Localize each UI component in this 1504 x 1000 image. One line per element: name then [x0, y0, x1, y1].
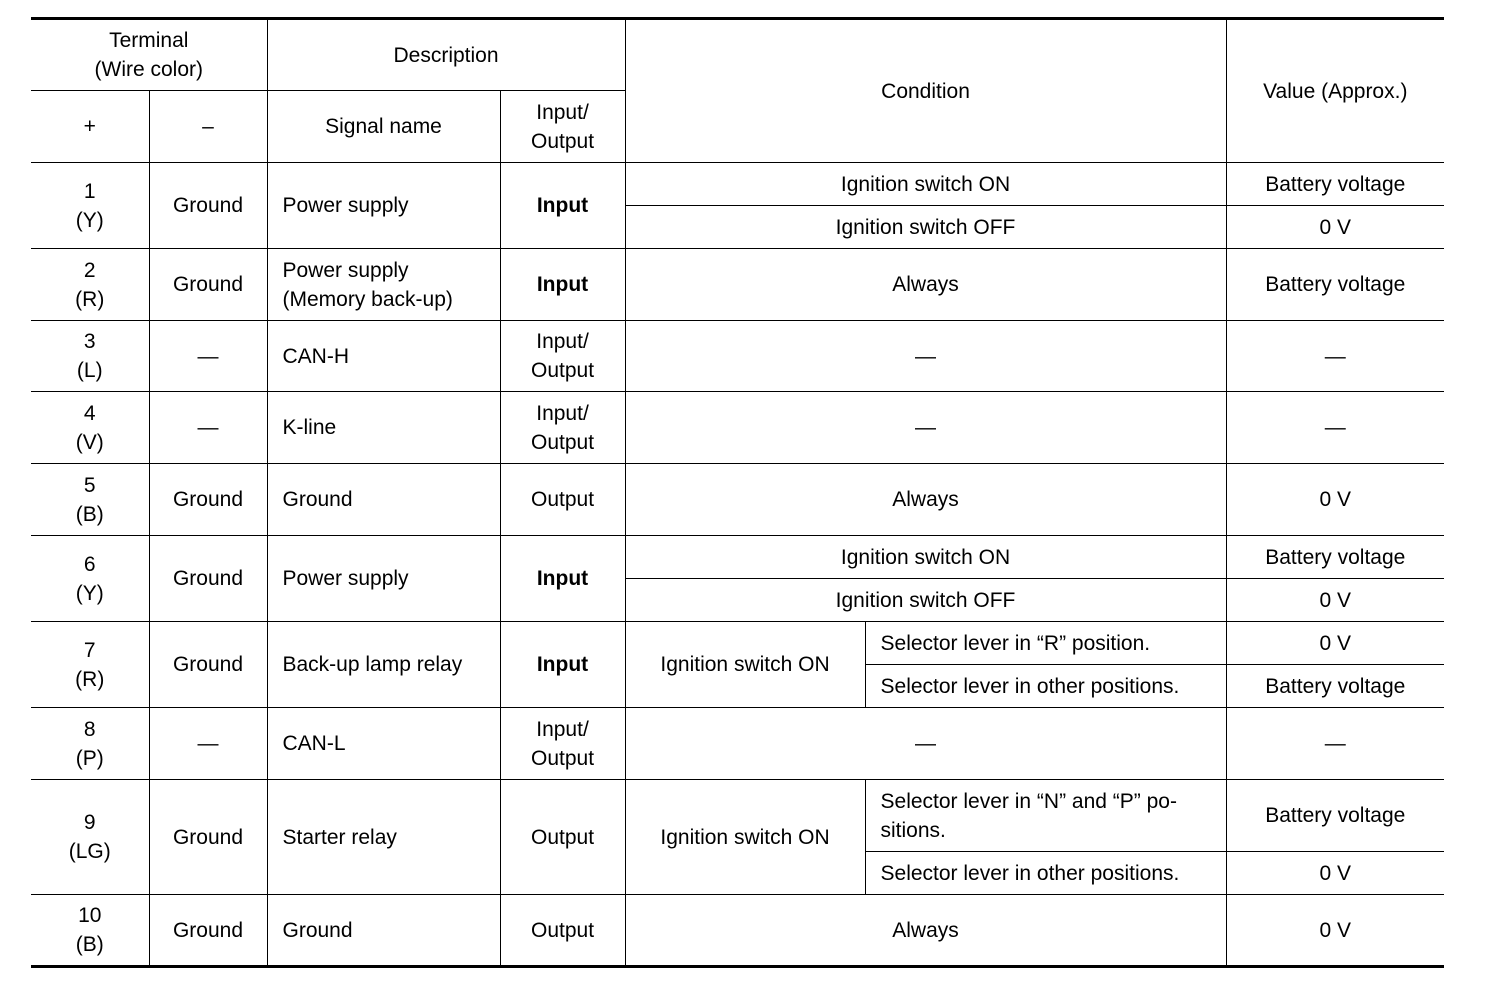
terminal-spec-table	[31, 17, 1444, 968]
terminal-cell: 5 (B)	[31, 464, 149, 536]
minus-cell: Ground	[149, 249, 267, 321]
signal-cell: K-line	[267, 392, 500, 464]
minus-cell: Ground	[149, 895, 267, 967]
header-plus: +	[31, 91, 149, 163]
io-cell: Output	[500, 464, 625, 536]
io-cell: Input/ Output	[500, 392, 625, 464]
value-cell: 0 V	[1226, 852, 1444, 895]
table-row	[31, 392, 1444, 464]
table-row	[31, 536, 1444, 579]
value-cell: 0 V	[1226, 206, 1444, 249]
header-description: Description	[267, 19, 625, 91]
condition-cell: —	[625, 392, 1226, 464]
condition-cell: —	[625, 321, 1226, 392]
signal-cell: CAN-L	[267, 708, 500, 780]
value-cell: Battery voltage	[1226, 665, 1444, 708]
table-row	[31, 163, 1444, 206]
signal-cell: Ground	[267, 895, 500, 967]
terminal-cell: 4 (V)	[31, 392, 149, 464]
minus-cell: Ground	[149, 536, 267, 622]
table-row	[31, 780, 1444, 852]
minus-cell: Ground	[149, 622, 267, 708]
terminal-cell: 2 (R)	[31, 249, 149, 321]
condition-cell: Ignition switch OFF	[625, 206, 1226, 249]
condition-cell: Ignition switch OFF	[625, 579, 1226, 622]
value-cell: 0 V	[1226, 579, 1444, 622]
io-cell: Input	[500, 622, 625, 708]
condition-cell: Always	[625, 464, 1226, 536]
header-row-1	[31, 19, 1444, 91]
table-row	[31, 321, 1444, 392]
value-cell: 0 V	[1226, 622, 1444, 665]
terminal-cell: 7 (R)	[31, 622, 149, 708]
condition-sub-cell: Selector lever in other positions.	[865, 852, 1226, 895]
signal-cell: Starter relay	[267, 780, 500, 895]
minus-cell: —	[149, 321, 267, 392]
terminal-cell: 1 (Y)	[31, 163, 149, 249]
value-cell: —	[1226, 392, 1444, 464]
terminal-cell: 6 (Y)	[31, 536, 149, 622]
terminal-cell: 3 (L)	[31, 321, 149, 392]
signal-cell: Ground	[267, 464, 500, 536]
signal-cell: CAN-H	[267, 321, 500, 392]
condition-main-cell: Ignition switch ON	[625, 622, 865, 708]
io-cell: Input	[500, 163, 625, 249]
io-cell: Input/ Output	[500, 321, 625, 392]
signal-cell: Power supply	[267, 163, 500, 249]
value-cell: —	[1226, 321, 1444, 392]
condition-sub-cell: Selector lever in other positions.	[865, 665, 1226, 708]
header-input-output: Input/ Output	[500, 91, 625, 163]
minus-cell: Ground	[149, 163, 267, 249]
terminal-cell: 9 (LG)	[31, 780, 149, 895]
value-cell: Battery voltage	[1226, 536, 1444, 579]
header-minus: –	[149, 91, 267, 163]
condition-main-cell: Ignition switch ON	[625, 780, 865, 895]
value-cell: Battery voltage	[1226, 163, 1444, 206]
signal-cell: Back-up lamp relay	[267, 622, 500, 708]
minus-cell: —	[149, 708, 267, 780]
table-row	[31, 622, 1444, 665]
value-cell: Battery voltage	[1226, 780, 1444, 852]
minus-cell: Ground	[149, 780, 267, 895]
value-cell: 0 V	[1226, 895, 1444, 967]
condition-cell: Always	[625, 249, 1226, 321]
table-row	[31, 249, 1444, 321]
condition-cell: Ignition switch ON	[625, 536, 1226, 579]
condition-cell: Always	[625, 895, 1226, 967]
io-cell: Input/ Output	[500, 708, 625, 780]
value-cell: Battery voltage	[1226, 249, 1444, 321]
io-cell: Output	[500, 780, 625, 895]
condition-cell: Ignition switch ON	[625, 163, 1226, 206]
minus-cell: —	[149, 392, 267, 464]
io-cell: Input	[500, 536, 625, 622]
table-row	[31, 708, 1444, 780]
table-row	[31, 464, 1444, 536]
header-terminal: Terminal (Wire color)	[31, 19, 267, 91]
io-cell: Input	[500, 249, 625, 321]
header-condition: Condition	[625, 19, 1226, 163]
value-cell: —	[1226, 708, 1444, 780]
header-value: Value (Approx.)	[1226, 19, 1444, 163]
condition-sub-cell: Selector lever in “R” position.	[865, 622, 1226, 665]
io-cell: Output	[500, 895, 625, 967]
header-signal-name: Signal name	[267, 91, 500, 163]
table-row	[31, 895, 1444, 967]
condition-cell: —	[625, 708, 1226, 780]
value-cell: 0 V	[1226, 464, 1444, 536]
condition-sub-cell: Selector lever in “N” and “P” po- sitions.	[865, 780, 1226, 852]
terminal-cell: 10 (B)	[31, 895, 149, 967]
signal-cell: Power supply (Memory back-up)	[267, 249, 500, 321]
signal-cell: Power supply	[267, 536, 500, 622]
terminal-cell: 8 (P)	[31, 708, 149, 780]
minus-cell: Ground	[149, 464, 267, 536]
